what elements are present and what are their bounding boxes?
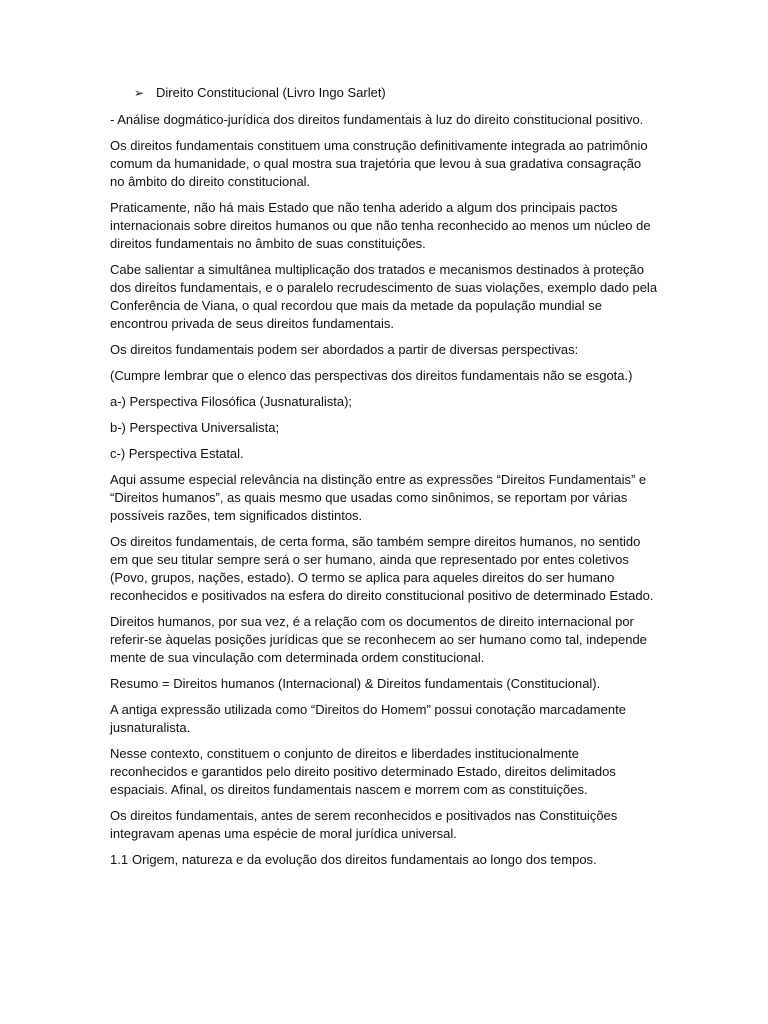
paragraph-moral: Os direitos fundamentais, antes de serem reconhecidos e positivados nas Constituições integravam apenas uma espécie de moral jurídica universal.	[110, 808, 618, 841]
paragraph-analysis: - Análise dogmático-jurídica dos direitos fundamentais à luz do direito constitucional positivo.	[110, 112, 644, 127]
paragraph-note: (Cumpre lembrar que o elenco das perspectivas dos direitos fundamentais não se esgota.)	[110, 368, 633, 383]
bullet-text: Direito Constitucional (Livro Ingo Sarlet)	[156, 85, 386, 100]
bullet-item	[110, 84, 658, 102]
paragraph-context: Nesse contexto, constituem o conjunto de direitos e liberdades institucionalmente reconhecidos e garantidos pelo direito positivo determinado Estado, direitos delimitados espaciais. Afinal, os direitos fundamentais nascem e morrem com as constituições.	[110, 746, 616, 797]
paragraph-old-expression: A antiga expressão utilizada como “Direitos do Homem” possui conotação marcadamente jusnaturalista.	[110, 702, 626, 735]
paragraph-summary: Resumo = Direitos humanos (Internacional) & Direitos fundamentais (Constitucional).	[110, 676, 601, 691]
section-number: 1.1	[110, 852, 129, 867]
arrow-bullet-icon: ➢	[134, 86, 145, 100]
paragraph-human-rights: Direitos humanos, por sua vez, é a relação com os documentos de direito internacional por referir-se àquelas posições jurídicas que se reconhecem ao ser humano como tal, independe mente de sua vinculação com determinada ordem constitucional.	[110, 614, 647, 665]
section-title: Origem, natureza e da evolução dos direitos fundamentais ao longo dos tempos.	[132, 852, 597, 867]
paragraph-fundamental-rights: Os direitos fundamentais, de certa forma, são também sempre direitos humanos, no sentido em que seu titular sempre será o ser humano, ainda que representado por entes coletivos (Povo, grupos, nações, estado). O termo se aplica para aqueles direitos do ser humano reconhecidos e positivados na esfera do direito constitucional positivo de determinado Estado.	[110, 534, 654, 603]
paragraph-heritage: Os direitos fundamentais constituem uma construção definitivamente integrada ao patrimônio comum da humanidade, o qual mostra sua trajetória que levou à sua gradativa consagração no âmbito do direito constitucional.	[110, 138, 648, 189]
paragraph-pacts: Praticamente, não há mais Estado que não tenha aderido a algum dos principais pactos internacionais sobre direitos humanos ou que não tenha reconhecido ao menos um núcleo de direitos fundamentais no âmbito de suas constituições.	[110, 200, 651, 251]
paragraph-treaties: Cabe salientar a simultânea multiplicação dos tratados e mecanismos destinados à proteção dos direitos fundamentais, e o paralelo recrudescimento de suas violações, exemplo dado pela Conferência de Viana, o qual recordou que mais da metade da população mundial se encontrou privada de seus direitos fundamentais.	[110, 262, 658, 331]
section-heading	[110, 851, 658, 869]
list-item-b: b-) Perspectiva Universalista;	[110, 420, 280, 435]
paragraph-perspectives: Os direitos fundamentais podem ser abordados a partir de diversas perspectivas:	[110, 342, 579, 357]
document-body	[110, 84, 658, 877]
paragraph-distinction: Aqui assume especial relevância na distinção entre as expressões “Direitos Fundamentais” e “Direitos humanos”, as quais mesmo que usadas como sinônimos, se reportam por várias possíveis razões, tem significados distintos.	[110, 472, 647, 523]
list-item-a: a-) Perspectiva Filosófica (Jusnaturalista);	[110, 394, 353, 409]
list-item-c: c-) Perspectiva Estatal.	[110, 446, 244, 461]
